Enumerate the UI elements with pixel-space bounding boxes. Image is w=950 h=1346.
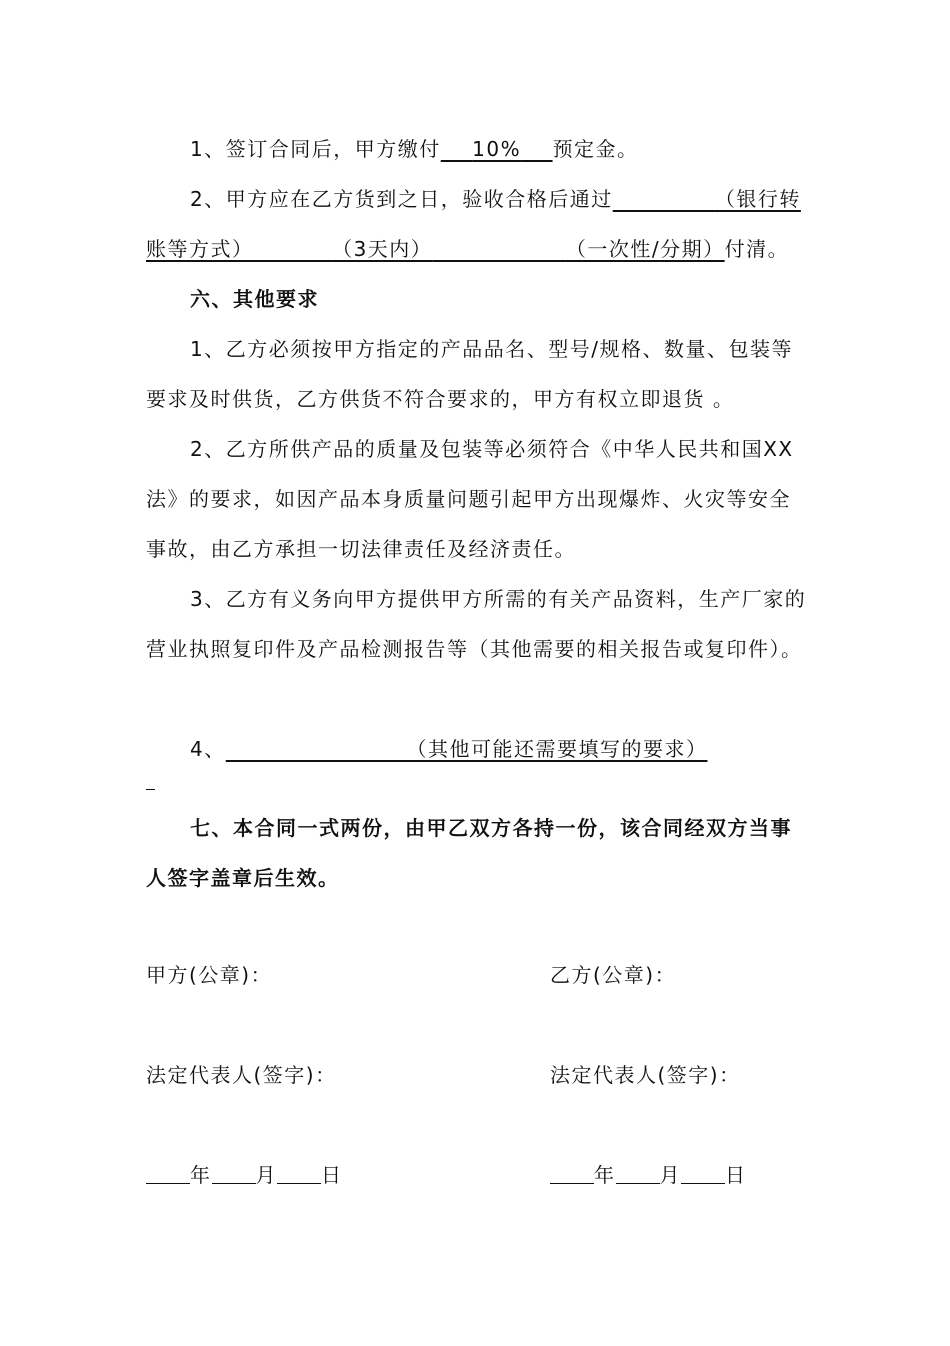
year-label: 年 [190, 1163, 212, 1187]
payment-time-blank: （3天内） [332, 237, 433, 261]
party-a-date [146, 1160, 343, 1190]
payment-mode-blank: （一次性/分期） [565, 237, 725, 261]
payment-clause-1-prefix: 1、签订合同后，甲方缴付 [190, 137, 441, 161]
year-blank [550, 1161, 594, 1184]
section-6-item-1: 1、乙方必须按甲方指定的产品品名、型号/规格、数量、包装等要求及时供货，乙方供货不符合要求的，甲方有权立即退货 。 [146, 337, 793, 411]
payment-clause-1 [146, 124, 808, 174]
section-6-item-4 [146, 724, 808, 774]
section-6-item-4-prefix: 4、 [190, 737, 226, 761]
payment-clause-2 [146, 174, 808, 274]
section-6-title: 六、其他要求 [190, 287, 319, 311]
day-blank [277, 1161, 321, 1184]
year-label: 年 [594, 1163, 616, 1187]
day-blank [681, 1161, 725, 1184]
stray-dash [146, 789, 155, 790]
month-blank [616, 1161, 660, 1184]
section-7-text: 七、本合同一式两份，由甲乙双方各持一份，该合同经双方当事人签字盖章后生效。 [146, 816, 792, 890]
other-requirements-blank: （其他可能还需要填写的要求） [406, 737, 708, 761]
party-b-date [550, 1160, 747, 1190]
party-b-representative: 法定代表人(签字)： [550, 1063, 741, 1087]
day-label: 日 [725, 1163, 747, 1187]
year-blank [146, 1161, 190, 1184]
payment-clause-1-suffix: 预定金。 [552, 137, 639, 161]
party-b-seal: 乙方(公章)： [550, 963, 677, 987]
month-label: 月 [659, 1163, 681, 1187]
payment-clause-2-suffix: 付清。 [724, 237, 790, 261]
day-label: 日 [321, 1163, 343, 1187]
section-6-item-2: 2、乙方所供产品的质量及包装等必须符合《中华人民共和国XX法》的要求，如因产品本身质量问题引起甲方出现爆炸、火灾等安全事故，由乙方承担一切法律责任及经济责任。 [146, 437, 794, 561]
deposit-amount: 10% [472, 137, 522, 161]
party-a-representative: 法定代表人(签字)： [146, 1063, 337, 1087]
month-blank [212, 1161, 256, 1184]
payment-method-blank: （银行转账等方式） [146, 187, 801, 261]
party-a-seal: 甲方(公章)： [146, 963, 273, 987]
payment-clause-2-prefix: 2、甲方应在乙方货到之日，验收合格后通过 [190, 187, 613, 211]
month-label: 月 [255, 1163, 277, 1187]
section-6-item-3: 3、乙方有义务向甲方提供甲方所需的有关产品资料，生产厂家的营业执照复印件及产品检测报告等（其他需要的相关报告或复印件）。 [146, 587, 807, 661]
